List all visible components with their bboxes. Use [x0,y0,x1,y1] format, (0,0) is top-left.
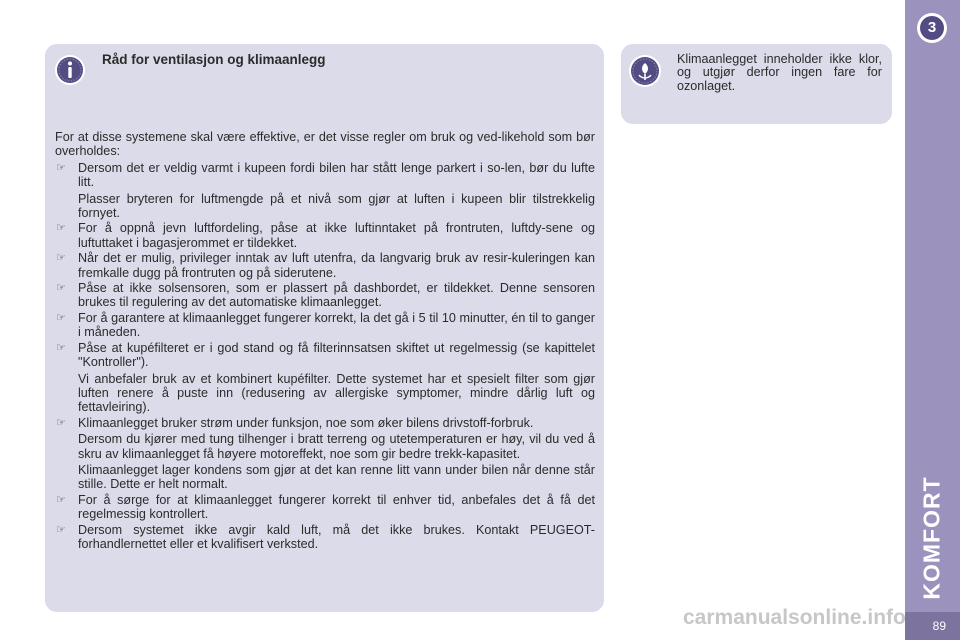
advice-item [55,416,595,492]
advice-text: Dersom systemet ikke avgir kald luft, må det ikke brukes. Kontakt PEUGEOT-forhandlernettet eller et kvalifisert verksted. [78,522,595,551]
advice-item [55,493,595,522]
advice-text: Når det er mulig, privileger inntak av luft utenfra, da langvarig bruk av resir-kuleringen kan fremkalle dugg på frontruten og på siderutene. [78,251,595,280]
advice-item [55,341,595,415]
advice-text: For å garantere at klimaanlegget fungerer korrekt, la det gå i 5 til 10 minutter, én til to ganger i måneden. [78,310,595,340]
advice-list [55,161,595,552]
advice-text: Påse at ikke solsensoren, som er plassert på dashbordet, er tildekket. Denne sensoren brukes til regulering av det automatiske klimaanlegget. [78,281,595,310]
chapter-label: KOMFORT [918,476,945,600]
advice-text: Påse at kupéfilteret er i god stand og få filterinnsatsen skiftet ut regelmessig (se kapittelet "Kontroller"). [78,340,595,370]
advice-note: Vi anbefaler bruk av et kombinert kupéfilter. Dette systemet har et spesielt filter som gjør luften renere å puste inn (redusering av allergiske symptomer, mindre dårlig luft og fettavleiring). [78,371,595,415]
advice-item [55,161,595,221]
page-number: 89 [905,612,960,640]
pointing-hand-icon: ☞ [56,493,66,506]
pointing-hand-icon: ☞ [56,523,66,536]
advice-item [55,281,595,310]
chapter-number: 3 [920,16,944,40]
advice-text: For å oppnå jevn luftfordeling, påse at ikke luftinntaket på frontruten, luftdy-sene og luftuttaket i bagasjerommet er tildekket. [78,221,595,250]
advice-note: Dersom du kjører med tung tilhenger i bratt terreng og utetemperaturen er høy, vil du ved å skru av klimaanlegget få høyere motoreffekt, noe som gir bedre trekk-kapasitet. [78,432,595,461]
pointing-hand-icon: ☞ [56,282,66,295]
advice-item [55,311,595,340]
advice-note: Klimaanlegget lager kondens som gjør at det kan renne litt vann under bilen når denne står stille. Dette er helt normalt. [78,462,595,492]
pointing-hand-icon: ☞ [56,341,66,354]
eco-leaf-icon [628,54,662,88]
pointing-hand-icon: ☞ [56,222,66,235]
pointing-hand-icon: ☞ [56,252,66,265]
advice-text: Klimaanlegget bruker strøm under funksjon, noe som øker bilens drivstoff-forbruk. [78,415,534,430]
advice-text: Dersom det er veldig varmt i kupeen fordi bilen har stått lenge parkert i so-len, bør du lufte litt. [78,160,595,190]
advice-item [55,221,595,250]
info-icon [54,54,86,86]
pointing-hand-icon: ☞ [56,161,66,174]
pointing-hand-icon: ☞ [56,311,66,324]
panel-title: Råd for ventilasjon og klimaanlegg [102,52,326,67]
eco-note: Klimaanlegget inneholder ikke klor, og utgjør derfor ingen fare for ozonlaget. [677,52,882,93]
advice-text: For å sørge for at klimaanlegget fungerer korrekt til enhver tid, anbefales det å få det regelmessig kontrollert. [78,492,595,522]
advice-item [55,251,595,280]
pointing-hand-icon: ☞ [56,416,66,429]
advice-content [55,130,595,551]
chapter-badge [917,13,947,43]
watermark: carmanualsonline.info [683,606,906,629]
advice-note: Plasser bryteren for luftmengde på et nivå som gjør at luften i kupeen blir tilstrekkelig fornyet. [78,191,595,221]
advice-item [55,523,595,552]
intro-paragraph: For at disse systemene skal være effektive, er det visse regler om bruk og ved-likehold som bør overholdes: [55,130,595,159]
